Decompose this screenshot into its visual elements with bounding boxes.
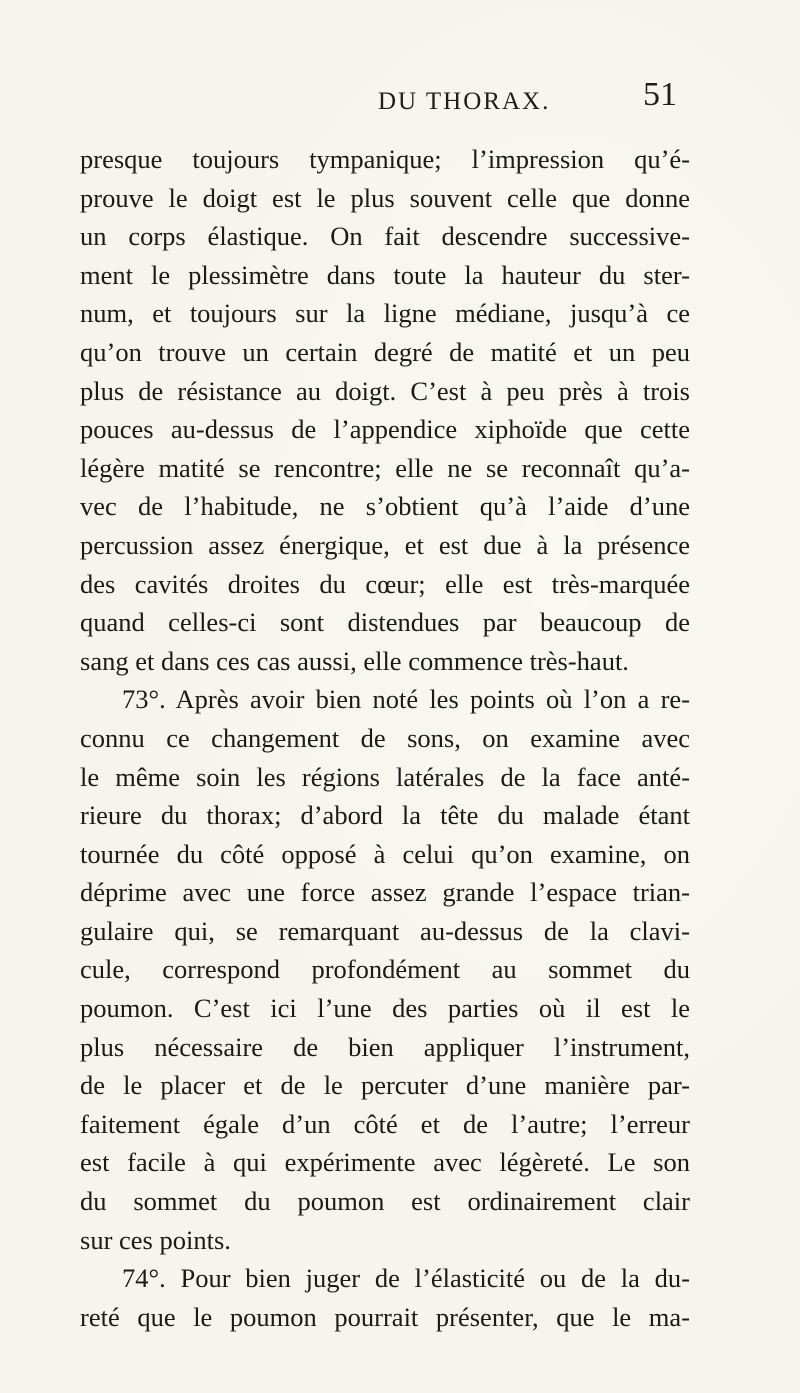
text-line: est facile à qui expérimente avec légèreté. Le son xyxy=(80,1147,690,1178)
running-head xyxy=(0,76,800,128)
text-line: presque toujours tympanique; l’impression qu’é- xyxy=(80,144,690,174)
text-line: 74°. Pour bien juger de l’élasticité ou de la du- xyxy=(122,1263,690,1294)
text-line: déprime avec une force assez grande l’espace trian- xyxy=(80,877,690,908)
running-title: DU THORAX. xyxy=(378,88,551,115)
text-line: prouve le doigt est le plus souvent celle que donne xyxy=(80,182,690,213)
text-line: gulaire qui, se remarquant au-dessus de la clavi- xyxy=(80,915,690,946)
text-line: quand celles-ci sont distendues par beaucoup de xyxy=(80,607,690,638)
text-line: reté que le poumon pourrait présenter, que le ma- xyxy=(80,1301,690,1332)
text-line: sang et dans ces cas aussi, elle commence très-haut. xyxy=(80,645,629,676)
text-line: plus nécessaire de bien appliquer l’instrument, xyxy=(80,1031,690,1062)
text-line: cule, correspond profondément au sommet du xyxy=(80,954,690,985)
body-text xyxy=(80,140,690,1336)
paragraph-74 xyxy=(80,1259,690,1336)
text-line: du sommet du poumon est ordinairement clair xyxy=(80,1186,690,1217)
text-line: rieure du thorax; d’abord la tête du malade étant xyxy=(80,800,690,831)
text-line: 73°. Après avoir bien noté les points où l’on a re- xyxy=(122,684,690,715)
text-line: vec de l’habitude, ne s’obtient qu’à l’aide d’une xyxy=(80,491,690,522)
text-line: le même soin les régions latérales de la face anté- xyxy=(80,761,690,792)
paragraph-73 xyxy=(80,680,690,1259)
text-line: plus de résistance au doigt. C’est à peu près à trois xyxy=(80,375,690,406)
text-line: légère matité se rencontre; elle ne se reconnaît qu’a- xyxy=(80,452,690,483)
page-number: 51 xyxy=(643,76,677,113)
text-line: pouces au-dessus de l’appendice xiphoïde que cette xyxy=(80,414,690,445)
text-line: des cavités droites du cœur; elle est très-marquée xyxy=(80,568,690,599)
text-line: faitement égale d’un côté et de l’autre; l’erreur xyxy=(80,1108,690,1139)
text-line: poumon. C’est ici l’une des parties où il est le xyxy=(80,993,690,1024)
text-line: num, et toujours sur la ligne médiane, jusqu’à ce xyxy=(80,298,690,329)
paragraph-continuation xyxy=(80,140,690,680)
text-line: un corps élastique. On fait descendre successive- xyxy=(80,221,690,252)
text-line: ment le plessimètre dans toute la hauteur du ster- xyxy=(80,259,690,290)
text-line: percussion assez énergique, et est due à la présence xyxy=(80,529,690,560)
text-line: qu’on trouve un certain degré de matité et un peu xyxy=(80,336,690,367)
text-line: tournée du côté opposé à celui qu’on examine, on xyxy=(80,838,690,869)
text-line: de le placer et de le percuter d’une manière par- xyxy=(80,1070,690,1101)
text-line: sur ces points. xyxy=(80,1224,231,1255)
text-line: connu ce changement de sons, on examine avec xyxy=(80,722,690,753)
